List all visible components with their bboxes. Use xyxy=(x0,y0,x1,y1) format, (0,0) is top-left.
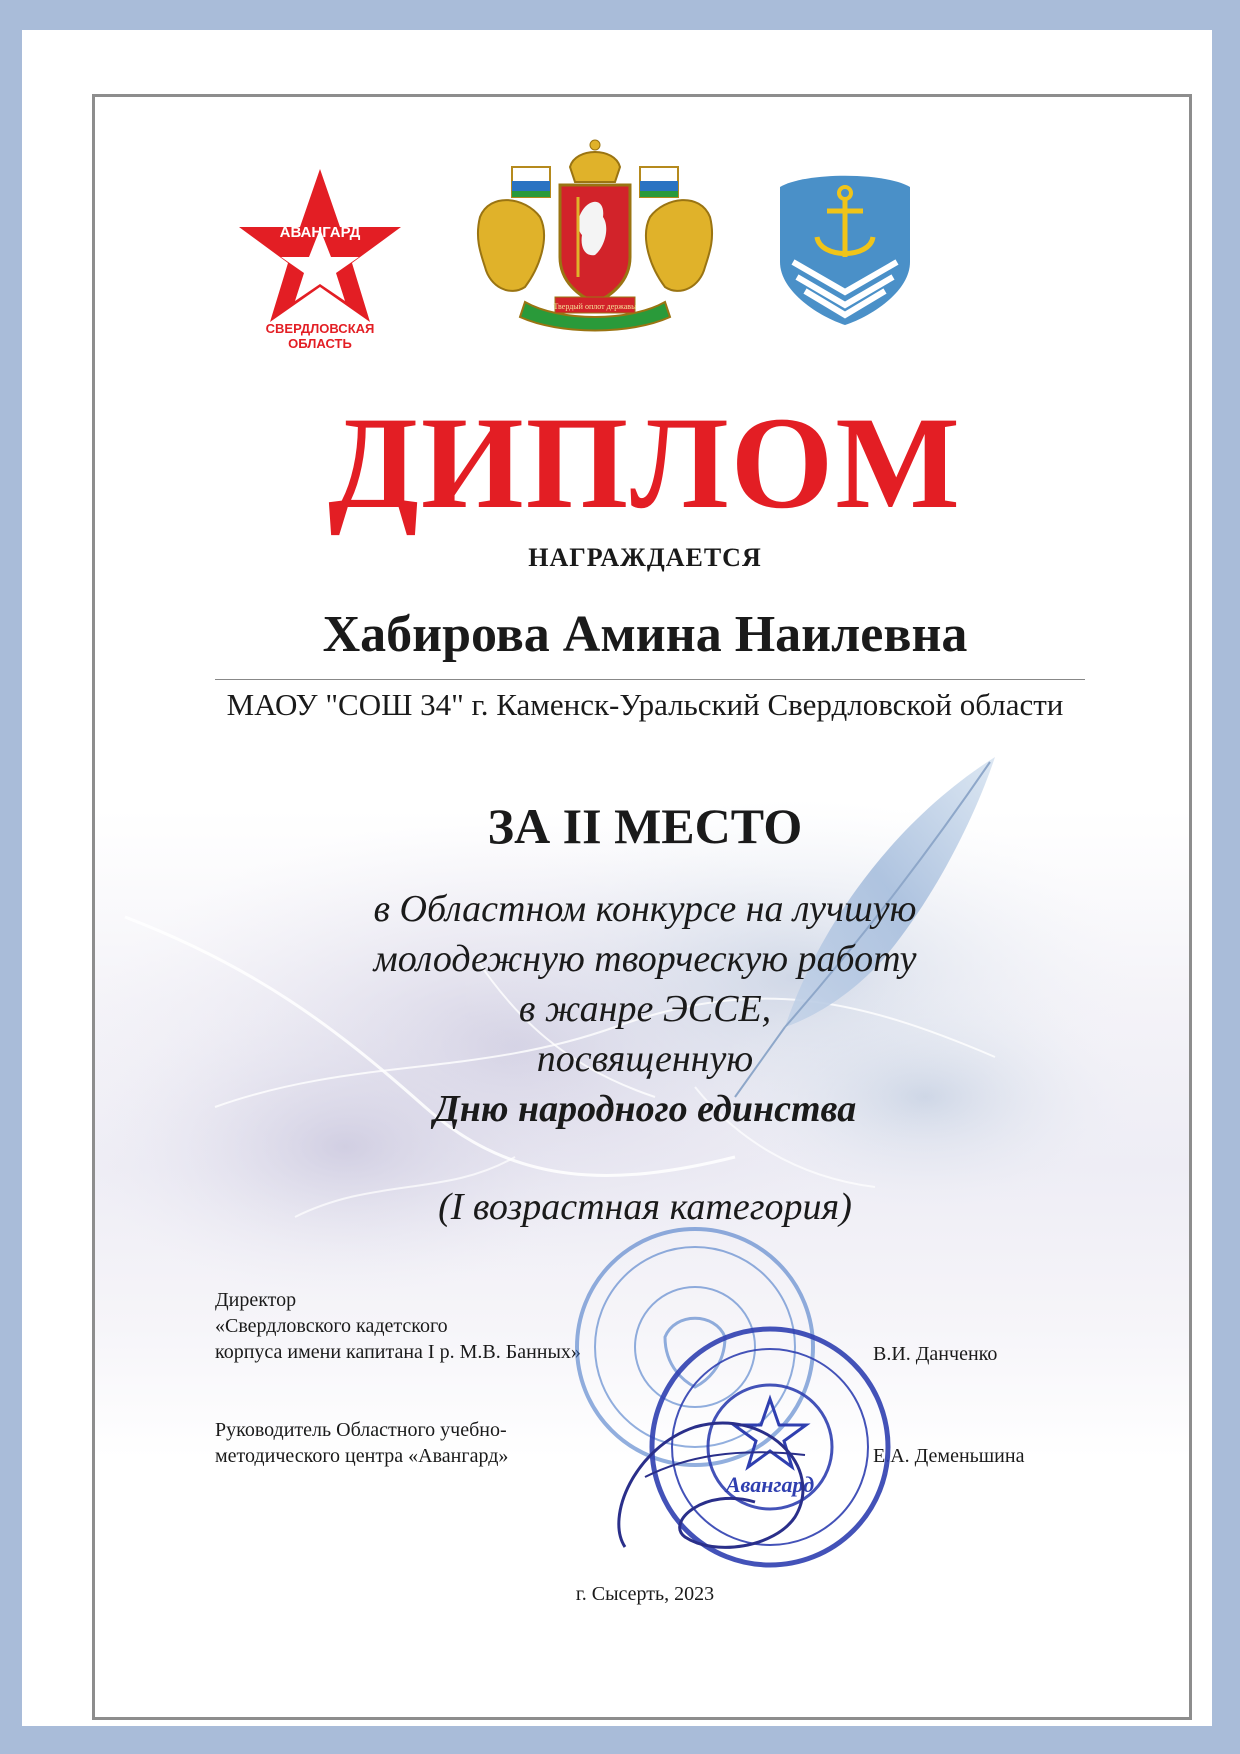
stamps-and-signatures xyxy=(565,1217,905,1597)
round-stamp-cadet-corps xyxy=(577,1229,813,1465)
cadet-corps-emblem xyxy=(775,167,915,327)
description-line-3: в жанре ЭССЕ, xyxy=(518,988,772,1030)
director-title-line-2: «Свердловского кадетского xyxy=(215,1315,448,1337)
description-line-2: молодежную творческую работу xyxy=(373,938,917,980)
head-title-line-2: методического центра «Авангард» xyxy=(215,1445,509,1467)
description-line-5: Дню народного единства xyxy=(433,1088,857,1130)
name-underline xyxy=(215,679,1085,680)
head-name: Е.А. Деменьшина xyxy=(873,1445,1025,1467)
director-title-line-3: корпуса имени капитана I р. М.В. Банных» xyxy=(215,1341,581,1363)
diploma-frame xyxy=(92,94,1192,1720)
director-name: В.И. Данченко xyxy=(873,1343,998,1365)
age-category: (I возрастная категория) xyxy=(438,1186,852,1228)
recipient-name: Хабирова Амина Наилевна xyxy=(322,606,968,663)
stamp-center-text: Авангард xyxy=(725,1472,815,1497)
avangard-logo xyxy=(235,167,405,337)
avangard-caption-line-1: СВЕРДЛОВСКАЯ xyxy=(265,321,375,336)
diploma-title: ДИПЛОМ xyxy=(328,389,962,536)
diploma-sheet xyxy=(22,30,1212,1726)
school-name: МАОУ "СОШ 34" г. Каменск-Уральский Свердловской области xyxy=(226,687,1064,722)
coat-of-arms-motto: Твердый оплот державы xyxy=(553,302,637,311)
description-line-1: в Областном конкурсе на лучшую xyxy=(373,888,917,930)
description-line-4: посвященную xyxy=(536,1038,754,1080)
head-title-line-1: Руководитель Областного учебно- xyxy=(215,1419,507,1441)
city-and-year: г. Сысерть, 2023 xyxy=(575,1583,715,1605)
awarded-label: НАГРАЖДАЕТСЯ xyxy=(528,543,762,572)
avangard-caption-line-2: ОБЛАСТЬ xyxy=(288,336,352,351)
avangard-caption xyxy=(225,321,415,351)
director-title-line-1: Директор xyxy=(215,1289,297,1311)
avangard-star-text: АВАНГАРД xyxy=(279,224,361,241)
place-award: ЗА II МЕСТО xyxy=(487,798,803,854)
coat-of-arms xyxy=(470,137,720,337)
